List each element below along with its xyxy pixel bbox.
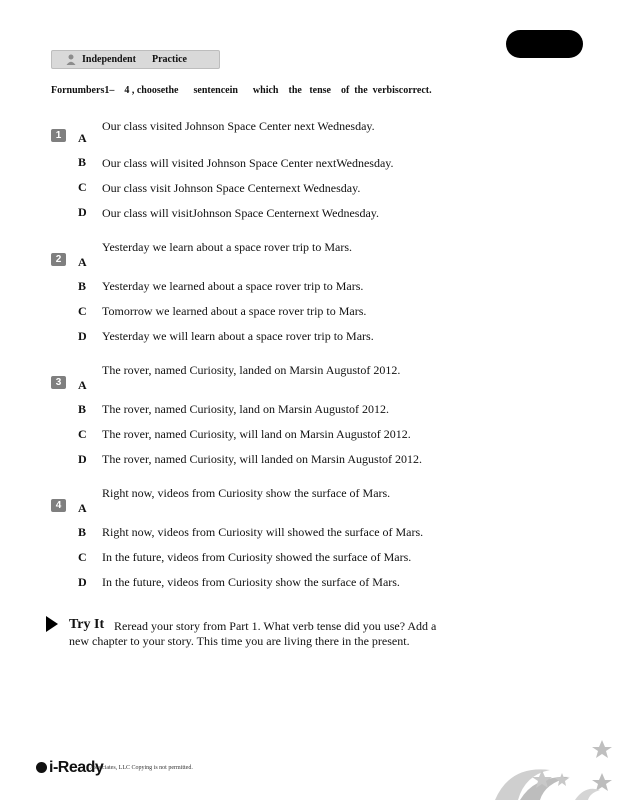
- copyright-text: Associates, LLC Copying is not permitted.: [90, 765, 193, 771]
- option-letter: A: [78, 255, 87, 269]
- decorative-stars-graphic: [490, 735, 618, 800]
- option-letter: B: [78, 155, 87, 169]
- option-letter: D: [78, 575, 87, 589]
- option-text: In the future, videos from Curiosity show the surface of Mars.: [102, 575, 400, 589]
- option-text: Right now, videos from Curiosity show the surface of Mars.: [102, 486, 391, 500]
- question-number-2: 2: [51, 253, 66, 266]
- option-text: Right now, videos from Curiosity will showed the surface of Mars.: [102, 525, 424, 539]
- option-letter: C: [78, 427, 87, 441]
- person-icon: [66, 54, 76, 65]
- question-number-4: 4: [51, 499, 66, 512]
- option-letter: B: [78, 402, 87, 416]
- option-text: Our class will visited Johnson Space Center nextWednesday.: [102, 156, 394, 170]
- option-letter: A: [78, 501, 87, 515]
- try-it-line-1: Reread your story from Part 1. What verb tense did you use? Add a: [114, 619, 437, 633]
- option-letter: C: [78, 304, 87, 318]
- try-it-line-2: new chapter to your story. This time you are living there in the present.: [69, 634, 410, 648]
- tag-word-practice: Practice: [152, 54, 187, 65]
- tag-word-independent: Independent: [82, 54, 136, 65]
- try-it-arrow-icon: [46, 616, 58, 632]
- black-pill-shape: [506, 30, 583, 58]
- option-letter: B: [78, 279, 87, 293]
- iready-logo: [36, 759, 103, 777]
- option-text: The rover, named Curiosity, landed on Marsin Augustof 2012.: [102, 363, 401, 377]
- logo-ball-icon: [36, 762, 47, 773]
- option-text: Tomorrow we learned about a space rover trip to Mars.: [102, 304, 367, 318]
- logo-text: i-Ready: [49, 759, 104, 776]
- option-text: Yesterday we will learn about a space rover trip to Mars.: [102, 329, 374, 343]
- question-number-1: 1: [51, 129, 66, 142]
- option-letter: B: [78, 525, 87, 539]
- question-number-3: 3: [51, 376, 66, 389]
- option-letter: C: [78, 550, 87, 564]
- independent-practice-tag: [51, 50, 220, 69]
- option-letter: D: [78, 329, 87, 343]
- option-text: Yesterday we learned about a space rover trip to Mars.: [102, 279, 364, 293]
- option-text: Our class visit Johnson Space Centernext Wednesday.: [102, 181, 361, 195]
- directions: Fornumbers1– 4 , choosethe sentencein which the tense of the verbiscorrect.: [51, 85, 432, 96]
- option-letter: A: [78, 378, 87, 392]
- option-text: Our class will visitJohnson Space Centernext Wednesday.: [102, 206, 379, 220]
- try-it-label: Try It: [69, 617, 105, 632]
- option-letter: C: [78, 180, 87, 194]
- option-text: The rover, named Curiosity, will landed on Marsin Augustof 2012.: [102, 452, 423, 466]
- option-text: Yesterday we learn about a space rover trip to Mars.: [102, 240, 353, 254]
- option-letter: D: [78, 205, 87, 219]
- option-text: Our class visited Johnson Space Center next Wednesday.: [102, 119, 375, 133]
- option-text: The rover, named Curiosity, land on Marsin Augustof 2012.: [102, 402, 390, 416]
- option-letter: D: [78, 452, 87, 466]
- option-text: The rover, named Curiosity, will land on Marsin Augustof 2012.: [102, 427, 411, 441]
- option-letter: A: [78, 131, 87, 145]
- option-text: In the future, videos from Curiosity showed the surface of Mars.: [102, 550, 412, 564]
